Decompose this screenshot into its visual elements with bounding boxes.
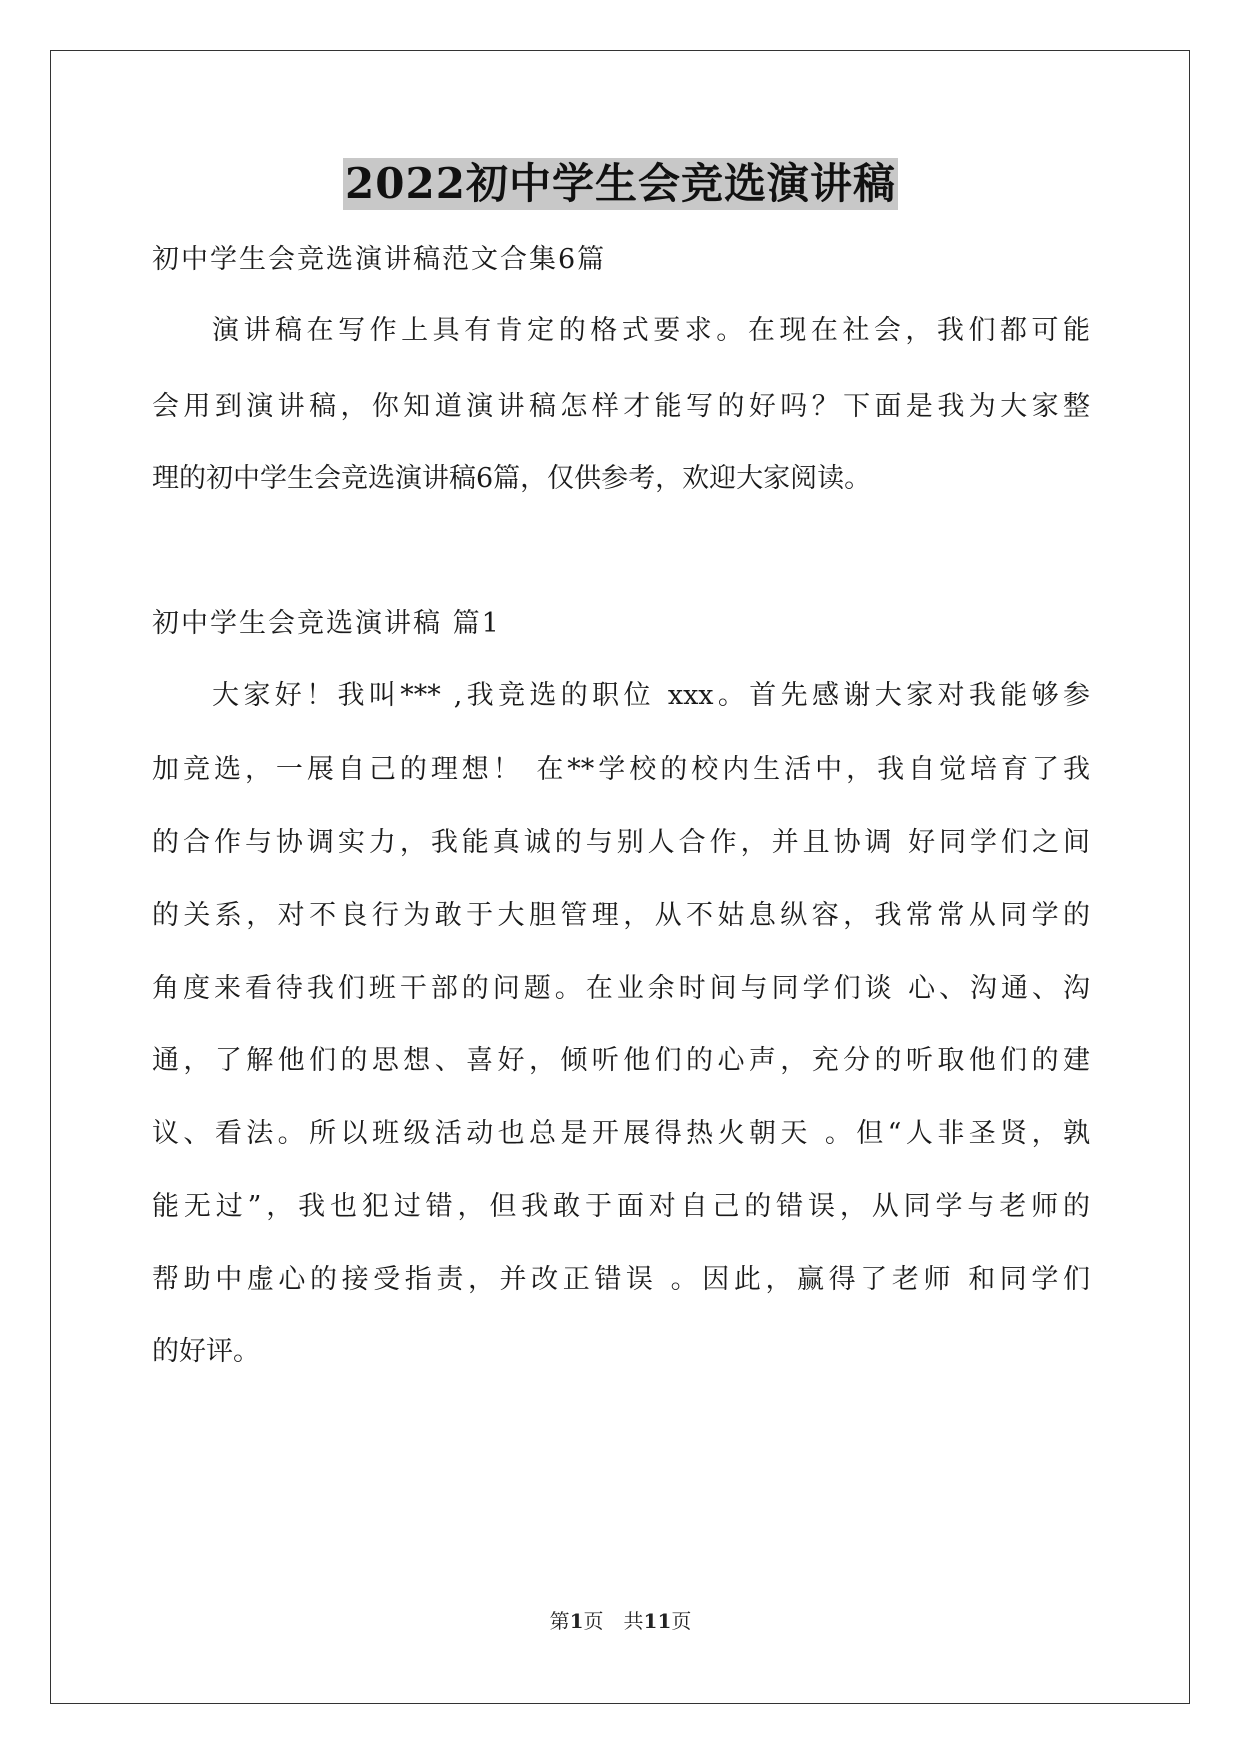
footer-total-pages: 11	[643, 1609, 672, 1633]
title-container	[0, 158, 1241, 210]
footer-prefix: 第	[549, 1609, 570, 1633]
body-line-6: 通，了解他们的思想、喜好，倾听他们的心声，充分的听取他们的建	[152, 1045, 1090, 1076]
body-line-10: 的好评。	[152, 1336, 260, 1367]
footer-middle: 页 共	[583, 1609, 644, 1633]
body-line-2: 加竞选，一展自己的理想！ 在**学校的校内生活中，我自觉培育了我	[152, 754, 1090, 785]
body-line-1: 大家好！我叫*** ,我竞选的职位 xxx。首先感谢大家对我能够参	[212, 680, 1090, 711]
footer-current-page: 1	[569, 1609, 584, 1633]
intro-line-2: 会用到演讲稿，你知道演讲稿怎样才能写的好吗？下面是我为大家整	[152, 391, 1090, 422]
body-line-5: 角度来看待我们班干部的问题。在业余时间与同学们谈 心、沟通、沟	[152, 973, 1090, 1004]
body-line-9: 帮助中虚心的接受指责，并改正错误 。因此，赢得了老师 和同学们	[152, 1264, 1090, 1295]
body-line-3: 的合作与协调实力，我能真诚的与别人合作，并且协调 好同学们之间	[152, 827, 1090, 858]
body-line-7: 议、看法。所以班级活动也总是开展得热火朝天 。但“人非圣贤，孰	[152, 1118, 1090, 1149]
section-heading: 初中学生会竞选演讲稿 篇1	[152, 608, 501, 639]
intro-line-3: 理的初中学生会竞选演讲稿6篇，仅供参考，欢迎大家阅读。	[152, 463, 872, 494]
page-border	[50, 50, 1190, 1704]
body-line-4: 的关系，对不良行为敢于大胆管理，从不姑息纵容，我常常从同学的	[152, 900, 1090, 931]
intro-line-1: 演讲稿在写作上具有肯定的格式要求。在现在社会，我们都可能	[212, 315, 1090, 346]
body-line-8: 能无过”，我也犯过错，但我敢于面对自己的错误，从同学与老师的	[152, 1191, 1090, 1222]
document-title: 2022初中学生会竞选演讲稿	[345, 159, 896, 208]
page-number-footer	[0, 1608, 1241, 1634]
footer-suffix: 页	[671, 1609, 692, 1633]
document-subtitle: 初中学生会竞选演讲稿范文合集6篇	[152, 244, 607, 275]
